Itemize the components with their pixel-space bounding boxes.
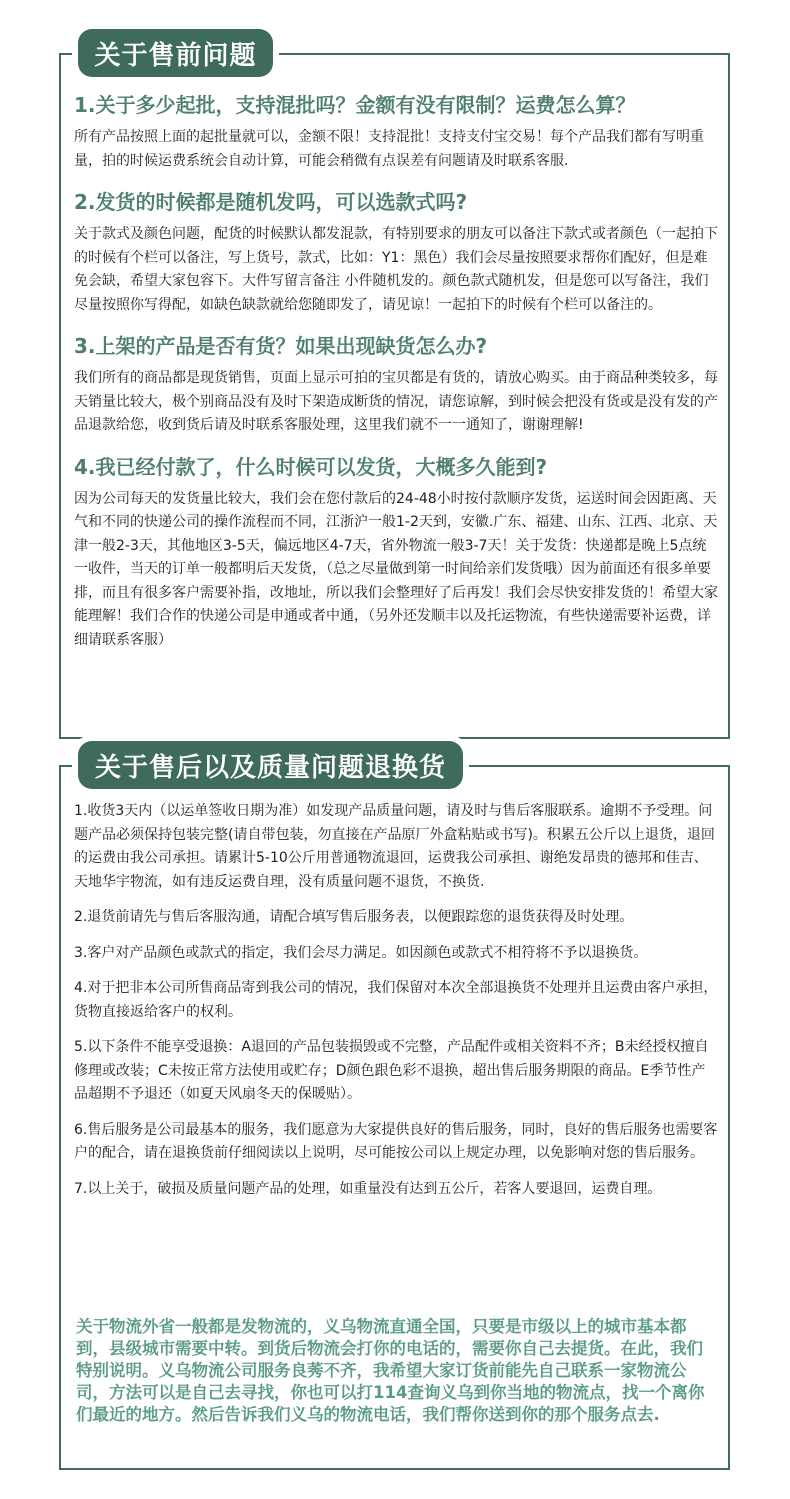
presale-section-title: 关于售前问题: [78, 29, 273, 77]
question-3: 3.上架的产品是否有货？如果出现缺货怎么办?: [74, 334, 488, 358]
question-2: 2.发货的时候都是随机发吗，可以选款式吗?: [74, 190, 468, 214]
logistics-note: 关于物流外省一般都是发物流的，义乌物流直通全国，只要是市级以上的城市基本都到，县级城市需要中转。到货后物流会打你的电话的，需要你自己去提货。在此，我们特别说明。义乌物流公司服务良莠不齐，我希望大家订货前能先自己联系一家物流公司，方法可以是自己去寻找，你也可以打114查询义乌到你当地的物流点，找一个离你们最近的地方。然后告诉我们义乌的物流电话，我们帮你送到你的那个服务点去.: [76, 1317, 705, 1424]
answer-3: 我们所有的商品都是现货销售，页面上显示可拍的宝贝都是有货的，请放心购买。由于商品种类较多，每天销量比较大，极个别商品没有及时下架造成断货的情况，请您谅解，到时候会把没有货或是没有发的产品退款给您，收到货后请及时联系客服处理，这里我们就不一一通知了，谢谢理解!: [74, 370, 718, 433]
answer-1: 所有产品按照上面的起批量就可以，金额不限！支持混批！支持支付宝交易！每个产品我们都有写明重量，拍的时候运费系统会自动计算，可能会稍微有点误差有问题请及时联系客服.: [74, 129, 704, 169]
policy-item-1: 1.收货3天内（以运单签收日期为准）如发现产品质量问题，请及时与售后客服联系。逾期不予受理。问题产品必须保持包装完整(请自带包装，勿直接在产品原厂外盒粘贴或书写)。积累五公斤以上退货，退回的运费由我公司承担。请累计5-10公斤用普通物流退回，运费我公司承担、谢绝发昂贵的德邦和佳吉、天地华宇物流，如有违反运费自理，没有质量问题不退货，不换货.: [74, 803, 715, 890]
policy-item-4: 4.对于把非本公司所售商品寄到我公司的情况，我们保留对本次全部退换货不处理并且运费由客户承担，货物直接返给客户的权利。: [74, 980, 718, 1020]
policy-item-7: 7.以上关于，破损及质量问题产品的处理，如重量没有达到五公斤，若客人要退回，运费自理。: [74, 1180, 662, 1197]
presale-content: [74, 90, 718, 666]
policy-item-6: 6.售后服务是公司最基本的服务，我们愿意为大家提供良好的售后服务，同时，良好的售后服务也需要客户的配合，请在退换货前仔细阅读以上说明，尽可能按公司以上规定办理，以免影响对您的售后服务。: [74, 1121, 718, 1161]
question-1: 1.关于多少起批，支持混批吗？金额有没有限制？运费怎么算？: [74, 93, 636, 117]
aftersale-section-title: 关于售后以及质量问题退换货: [78, 741, 463, 789]
aftersale-content: [74, 800, 718, 1213]
answer-2: 关于款式及颜色问题，配货的时候默认都发混款，有特别要求的朋友可以备注下款式或者颜色（一起拍下的时候有个栏可以备注，写上货号，款式，比如：Y1：黑色）我们会尽量按照要求帮你们配好，但是难免会缺，希望大家包容下。大件写留言备注 小件随机发的。颜色款式随机发，但是您可以写备注，我们尽量按照你写得配，如缺色缺款就给您随即发了，请见谅！一起拍下的时候有个栏可以备注的。: [74, 226, 718, 313]
policy-item-5: 5.以下条件不能享受退换：A退回的产品包装损毁或不完整，产品配件或相关资料不齐；B未经授权擅自修理或改装；C未按正常方法使用或贮存；D颜色跟色彩不退换，超出售后服务期限的商品。E季节性产品超期不予退还（如夏天风扇冬天的保暖贴）。: [74, 1039, 709, 1102]
policy-item-3: 3.客户对产品颜色或款式的指定，我们会尽力满足。如因颜色或款式不相符将不予以退换货。: [74, 944, 648, 961]
question-4: 4.我已经付款了，什么时候可以发货，大概多久能到?: [74, 454, 548, 479]
policy-item-2: 2.退货前请先与售后客服沟通，请配合填写售后服务表，以便跟踪您的退货获得及时处理。: [74, 909, 634, 925]
answer-4: 因为公司每天的发货量比较大，我们会在您付款后的24-48小时按付款顺序发货，运送时间会因距离、天气和不同的快递公司的操作流程而不同，江浙沪一般1-2天到，安徽.广东、福建、山东、江西、北京、天津一般2-3天，其他地区3-5天，偏远地区4-7天，省外物流一般3-7天！关于发货：快递都是晚上5点统一收件，当天的订单一般都明后天发货，（总之尽量做到第一时间给亲们发货哦）因为前面还有很多单要排，而且有很多客户需要补指，改地址，所以我们会整理好了后再发！我们会尽快安排发货的！希望大家能理解！我们合作的快递公司是申通或者中通，（另外还发顺丰以及托运物流，有些快递需要补运费，详细请联系客服）: [74, 490, 718, 648]
